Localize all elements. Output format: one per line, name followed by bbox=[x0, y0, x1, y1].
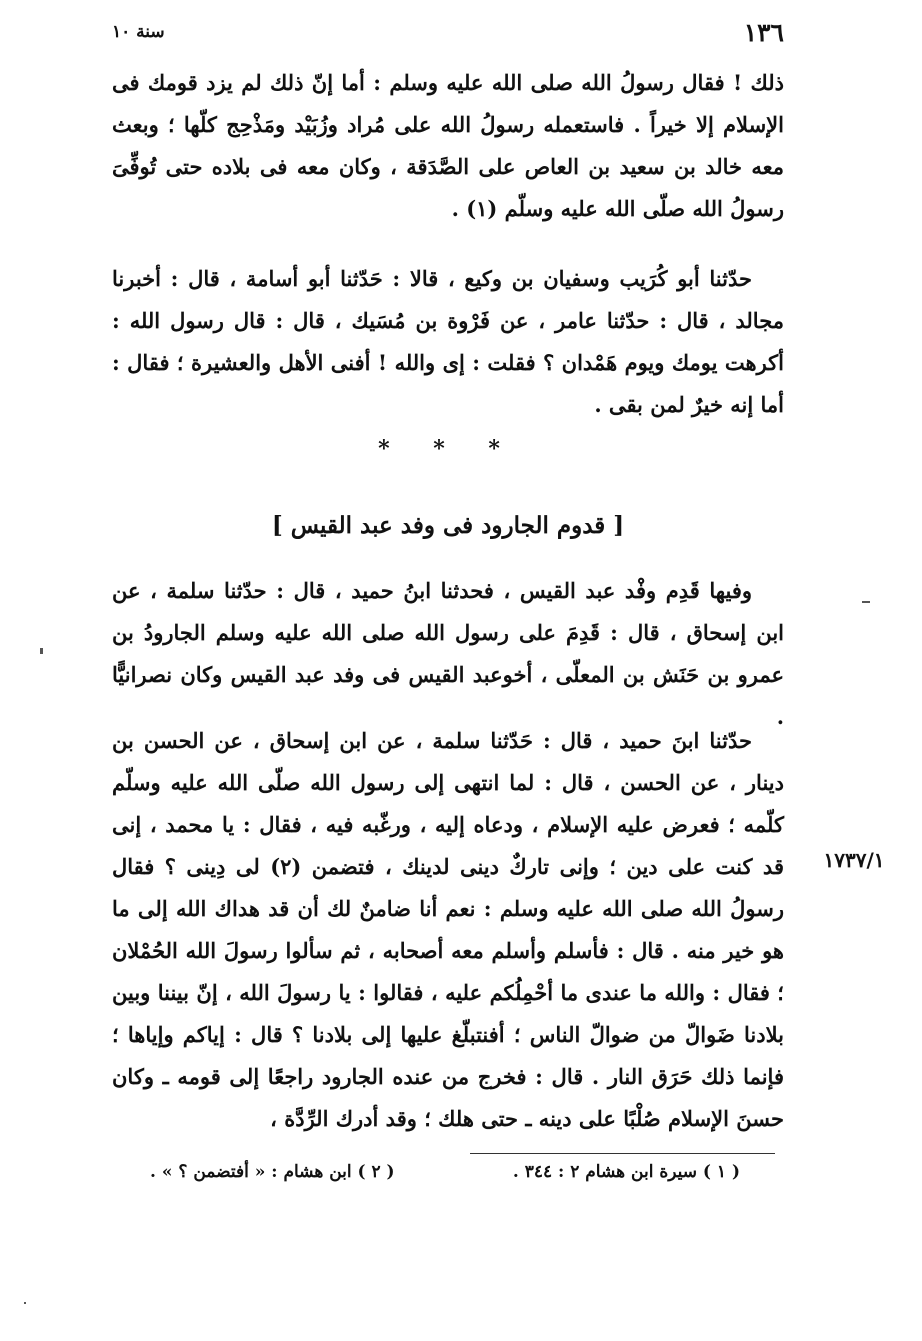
footnote-1: ( ١ ) سيرة ابن هشام ٢ : ٣٤٤ . bbox=[512, 1162, 740, 1182]
page-number: ١٣٦ bbox=[743, 18, 784, 47]
footnotes bbox=[150, 1162, 740, 1194]
paragraph: ذلك ! فقال رسولُ الله صلى الله عليه وسلم : أما إنّ ذلك لم يزد قومك فى الإسلام إلا خيراً . فاستعمله رسولُ الله على مُراد وزُبَيْد ومَذْحِج كلّها ؛ وبعث معه خالد بن سعيد بن العاص على الصَّدَقة ، وكان معه فى بلاده حتى تُوفِّىَ رسولُ الله صلّى الله عليه وسلّم (١) . bbox=[112, 70, 784, 221]
scan-speck bbox=[40, 648, 43, 654]
section-heading: [ قدوم الجارود فى وفد عبد القيس ] bbox=[271, 512, 625, 539]
footnote-rule bbox=[470, 1153, 775, 1154]
section-1 bbox=[112, 62, 784, 230]
year-label: سنة ١٠ bbox=[112, 22, 165, 42]
paragraph: حدّثنا أبو كُرَيب وسفيان بن وكيع ، قالا : حَدّثنا أبو أسامة ، قال : أخبرنا مجالد ، قال : حدّثنا عامر ، عن فَرْوة بن مُسَيك ، قال : قال رسول الله : أكرهت يومك ويوم هَمْدان ؟ فقلت : إى والله ! أفنى الأهل والعشيرة ؛ فقال : أما إنه خيرٌ لمن بقى . bbox=[112, 266, 784, 417]
paragraph: حدّثنا ابنَ حميد ، قال : حَدّثنا سلمة ، عن ابن إسحاق ، عن الحسن بن دينار ، عن الحسن ، قال : لما انتهى إلى رسول الله صلّى الله عليه وسلّم كلّمه ؛ فعرض عليه الإسلام ، ودعاه إليه ، ورغّبه فيه ، فقال : يا محمد ، إنى قد كنت على دين ؛ وإنى تاركٌ دينى لدينك ، فتضمن (٢) لى دِينى ؟ فقال رسولُ الله صلى الله عليه وسلم : نعم أنا ضامنٌ لك أن قد هداك الله إلى ما هو خير منه . قال : فأسلم وأسلم معه أصحابه ، ثم سألوا رسولَ الله الحُمْلان ؛ فقال : والله ما عندى ما أحْمِلُكم عليه ، فقالوا : يا رسولَ الله ، إنّ بيننا وبين بلادنا ضَوالّ من ضوالّ الناس ؛ أفنتبلّغ عليها إلى بلادنا ؟ قال : إياكم وإياها ؛ فإنما ذلك حَرَق النار . قال : فخرج من عنده الجارود راجعًا إلى قومه ـ وكان حسنَ الإسلام صُلْبًا على دينه ـ حتى هلك ؛ وقد أدرك الرِّدَّة ، bbox=[112, 728, 784, 1131]
footnote-2: ( ٢ ) ابن هشام : « أفتضمن ؟ » . bbox=[150, 1162, 395, 1182]
paragraph: وفيها قَدِم وفْد عبد القيس ، فحدثنا ابنُ حميد ، قال : حدّثنا سلمة ، عن ابن إسحاق ، قال : قَدِمَ على رسول الله صلى الله عليه وسلم الجارودُ بن عمرو بن حَنَش بن المعلّى ، أخوعبد القيس فى وفد عبد القيس وكان نصرانيًّا . bbox=[112, 578, 784, 729]
page-header bbox=[112, 18, 784, 52]
section-2 bbox=[112, 570, 784, 738]
scan-speck bbox=[862, 601, 870, 603]
section-separator: * * * bbox=[378, 436, 518, 462]
scan-speck bbox=[24, 1302, 26, 1304]
section-1b bbox=[112, 258, 784, 426]
section-2b bbox=[112, 720, 784, 1140]
margin-reference: ١٧٣٧/١ bbox=[823, 848, 885, 872]
